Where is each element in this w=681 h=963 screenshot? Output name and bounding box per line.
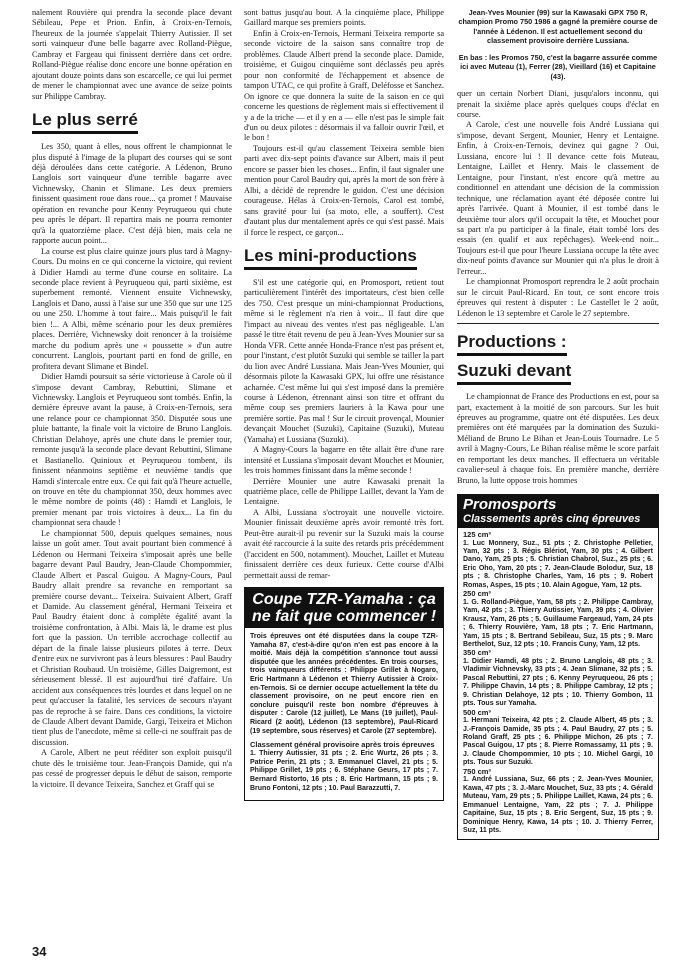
class-350-heading: 350 cm³ [463, 648, 491, 658]
article-paragraph: La course est plus claire quinze jours plus tard à Magny-Cours. Du moins en ce qui concerne la victoire, qui revient à Didier Hamdi au terme d'une course en solitaire. La seconde place revient à Peyruqueou qui, parti sixième, est superbement remonté. Viennent ensuite Vichnewsky, Langlois et Dano, aussi à l'aise sur une 350 que sur une 125 ou une 250. L'homme à tout faire... Mais puisqu'il le fait bien !... A Albi, même scénario pour les deux premières places. Derrière, Vichnewsky doit renoncer à la troisième marche du podium après une « poussette » d'un autre concurrent. Langlois, pourtant parti en fond de grille, en profitera devant Slimane et Bindel. [32, 246, 232, 371]
article-paragraph: A Carole, Albert ne peut rééditer son exploit puisqu'il chute dès le troisième tour. Jean-François Damide, qui n'a pas cessé de progresser depuis le début de saison, remporte la victoire. Il devance Teixeira, Sanchez et Graff qui se [32, 748, 232, 789]
article-paragraph: sont battus jusqu'au bout. A la cinquième place, Philippe Gaillard marque ses premiers points. [244, 8, 444, 28]
sidebar-classification-text: 1. Thierry Autissier, 31 pts ; 2. Eric Wurtz, 26 pts ; 3. Patrice Perin, 21 pts ; 3. Emmanuel Clavel, 21 pts ; 5. Philippe Grillet, 19 pts ; 6. Stéphane Geurs, 17 pts ; 7. Bernard Ristorto, 16 pts ; 8. Eric Hartmann, 15 pts ; 9. Bruno Fontoni, 12 pts ; 10. Paul Barazzutti, 7. [250, 750, 438, 792]
sidebar-box-title: Coupe TZR-Yamaha : ça ne fait que commencer ! [245, 588, 443, 628]
class-125-standings: 1. Luc Monnery, Suz., 51 pts ; 2. Christophe Pelletier, Yam, 32 pts ; 3. Régis Blériot, Yam, 30 pts ; 4. Gilbert Dano, Yam, 25 pts ; 5. Christian Chabrol, Suz., 25 pts ; 6. Eric Oho, Yam, 20 pts ; 7. Jean-Claude Bolodur, Suz, 18 pts ; 8. Christophe Charles, Yam, 16 pts ; 9. Robert Romas, Aspes, 15 pts ; 10. Alain Agogue, Yam, 12 pts. [463, 539, 653, 589]
sidebar-paragraph: Trois épreuves ont été disputées dans la coupe TZR-Yamaha 87, c'est-à-dire qu'on n'en est pas encore à la moitié. Mais déjà la compétition s'annonce tout aussi disputée que les années précédentes. En trois courses, trois vainqueurs différents : Philippe Grillet à Nogaro, Eric Hartmann à Lédenon et Thierry Autissier à Croix-en-Ternois. Si ce dernier occupe actuellement la tête du classement provisoire, on ne peut encore rien en conclure puisqu'il reste bon nombre d'épreuves à disputer : Carole (12 juillet), Le Mans (19 juillet), Paul-Ricard (2 août), Lédenon (13 septembre), Paul-Ricard (19 septembre, sous réserves) et Carole (27 septembre). [250, 633, 438, 735]
photo-caption-bottom: En bas : les Promos 750, c'est la bagarre assurée comme ici avec Muteau (1), Ferrer (28), Vieillard (16) et Capitaine (43). [458, 53, 658, 81]
photo-caption: Jean-Yves Mounier (99) sur la Kawasaki GPX 750 R, champion Promo 750 1986 a gagné la première course de l'année à Lédenon. Il est actuellement second du classement provisoire derrière Lussiana. [458, 8, 658, 45]
article-paragraph: Les 350, quant à elles, nous offrent le championnat le plus disputé à l'image de la plupart des courses qui se sont déjà déroulées dans cette catégorie. A Lédenon, Bruno Langlois sort vainqueur d'une terrible bagarre avec Vichnewsky, Chanin et Slimane. Les deux premiers finissent quasiment roue dans roue... ça promet ! Mauvaise opération en revanche pour Kenny Peyruqueou qui chute peu après le départ. Il repartira mais ne pourra remonter qu'à la quatorzième place. C'est déjà bien, mais cela ne rapporte aucun point... [32, 142, 232, 246]
column-1 [32, 8, 232, 790]
promosports-subtitle: Classements après cinq épreuves [463, 513, 641, 526]
promosports-header [458, 495, 658, 528]
class-750-heading: 750 cm³ [463, 766, 491, 776]
article-paragraph: Le championnat 500, depuis quelques semaines, nous laisse un goût amer. Tout avait pourtant bien commencé à Lédenon ou Hermani Teixeira s'imposait après une belle bagarre devant Paul Baudry, Jean-Claude Chompommier, Claude Albert et Pascal Guigou. A Magny-Cours, Paul Baudry allait prendre sa revanche en remportant sa première course devant... Teixeira. Suivaient Albert, Graff et Damide. Au classement général, Hermani Teixeira et Paul Baudry étaient donc à complète égalité avant la troisième confrontation, à Albi. Mais là, le drame est plus fort que la passion. Un terrible accrochage collectif au départ de la finale laisse plusieurs pilotes à terre. Deux d'entre eux ne survivront pas à leurs blessures : Paul Baudry et Christian Roubaud. Un troisième, Gilles Daigremont, est sérieusement blessé. Il est aujourd'hui tiré d'affaire. Un accident aux conséquences très lourdes et dans lequel on ne peut qu'accuser la fatalité, les services de secours n'ayant pas de reproche à se faire. Dans ces conditions, la victoire de Claude Albert devant Damide, Gargi, Teixeira et Michon tient plus de l'anecdote, même si celle-ci ne souffrait pas de discussion. [32, 528, 232, 747]
section-divider [457, 323, 659, 324]
article-paragraph: A Magny-Cours la bagarre en tête allait être d'une rare intensité et Lussiana s'imposait devant Mouchet et Mounier, les trois hommes finissant dans la même seconde ! [244, 445, 444, 476]
article-paragraph: quer un certain Norbert Diani, jusqu'alors inconnu, qui prenait la sixième place après quelques coups d'éclat en course. [457, 89, 659, 119]
sidebar-classification-title: Classement général provisoire après trois épreuves [250, 740, 435, 750]
class-350-standings: 1. Didier Hamdi, 48 pts ; 2. Bruno Langlois, 48 pts ; 3. Vladimir Vichnevsky, 33 pts ; 4. Jean Slimane, 32 pts ; 5. Pascal Rebuttini, 27 pts ; 6. Kenny Peyruqueou, 26 pts ; 7. Philippe Chavin, 14 pts ; 8. Philippe Cambray, 12 pts ; 9. Christian Delahoye, 12 pts ; 10. Thierry Gombon, 11 pts. Tous sur Yamaha. [463, 657, 653, 708]
article-paragraph: Le championnat Promosport reprendra le 2 août prochain sur le circuit Paul-Ricard. En tout, ce sont encore trois épreuves qui restent à disputer : Le Castellet le 2 août, Lédenon le 13 septembre et Carole le 27 septembre. [457, 277, 659, 318]
article-paragraph: A Carole, c'est une nouvelle fois André Lussiana qui s'impose, devant Sergent, Mounier, Henry et Lentaigne. Enfin, à Croix-en-Ternois, devinez qui gagne ? Oui, Lussiana, encore lui ! Il devance cette fois Muteau, Lentaigne, Laillet et Henry. Mais le classement de Lentaigne, pour l'instant, n'est encore qu'à mettre au conditionnel en attendant une décision de la commission technique, une réclamation ayant été déposée contre lui après l'arrivée. Quant à Mounier, il est tombé dans le deuxième tour alors qu'il occupait la tête, et Mouchet pour sa part n'a pu participer à la finale, était tombé lors des essais (en qualif et aux repêchages). Week-end noir... Toujours est-il que pour l'heure Lussiana occupe la tête avec dix-neuf points d'avance sur Mounier qui n'a plus le droit à l'erreur... [457, 120, 659, 276]
class-250-heading: 250 cm³ [463, 589, 491, 599]
sidebar-box-body [250, 633, 438, 793]
article-paragraph: Toujours est-il qu'au classement Teixeira semble bien parti avec dix-sept points d'avance sur Albert, mais il peut encore se passer bien les choses... Enfin, il faut signaler une mention pour Carol Baudry qui, après la mort de son frère à Albi, a décidé de reprendre le guidon. C'est une décision courageuse. Hélas à Croix-en-Ternois, Carol est tombé, sans gravité pour lui (sa moto, elle, a souffert). C'est d'autant plus dur mentalement après ce qui s'est passé. Mais il force le respect, ce garçon... [244, 143, 444, 237]
section-heading-le-plus-serre: Le plus serré [32, 110, 138, 134]
section-heading-mini-productions: Les mini-productions [244, 246, 417, 270]
promosports-standings-box [457, 494, 659, 840]
article-paragraph: Le championnat de France des Productions en est, pour sa part, exactement à la moitié de son parcours. Sur les huit épreuves au programme, quatre ont été disputées. Les deux premières ont été marquées par la domination des Suzuki-Méliand de Bruno Le Bihan et Jean-Louis Tournadre. Le 5 avril à Magny-Cours, Le Bihan réalise même le score parfait en remportant les deux manches. Il effectuera un véritable cavalier-seul à chaque fois. En première manche, derrière Bruno, la lutte oppose trois hommes [457, 392, 659, 485]
column-3 [457, 8, 659, 840]
page-number: 34 [32, 944, 47, 959]
section-heading-productions [457, 328, 659, 392]
class-500-standings: 1. Hermani Teixeira, 42 pts ; 2. Claude Albert, 45 pts ; 3. J.-François Damide, 35 pts ; 4. Paul Baudry, 27 pts ; 5. Roland Graff, 25 pts ; 6. Philippe Michon, 26 pts ; 7. Pascal Guigou, 17 pts ; 8. Pierre Romassamy, 11 pts ; 9. J. Claude Chompommier, 10 pts ; 10. Michel Gargi, 10 pts. Tous sur Suzuki. [463, 717, 653, 767]
promosports-title: Promosports [463, 496, 557, 514]
article-paragraph: nalement Rouvière qui prendra la seconde place devant Sébileau, Pepe et Prion. Enfin, à Croix-en-Ternois, l'heureux de la journée s'appelait Thierry Autissier. Il set sorti vainqueur d'une belle bagarre avec Rolland-Piègue, Cambray et Fargeau qui finissent derrière dans cet ordre. Rolland-Piègue réalise donc encore une bonne opération en ajoutant douze points dans son escarcelle, ce qui lui permet de mener le championnat avec une avance de seize points sur Philippe Cambray. [32, 8, 232, 101]
article-paragraph: S'il est une catégorie qui, en Promosport, retient tout particulièrement l'intérêt des importateurs, c'est bien celle des 750. C'est presque un mini-championnat Productions, même si le règlement n'a rien à voir... Il faut dire que l'impact au niveau des ventes n'est pas négligeable. L'an passé le titre était revenu de peu à Jean-Yves Mounier sur sa Honda VFR. Cette année Honda-France n'est pas présent et, pour l'instant, c'est plutôt Suzuki qui semble se tailler la part du lion avec André Lussiana. Mais Jean-Yves Mounier, qui désormais pilote la Kawasaki GPX, lui offre une résistance acharnée. C'est même lui qui s'est imposé dans la première course à Lédenon, étrennant ainsi son titre et offrant du même coup ses premiers lauriers à la Kawa pour une première sortie. Pas mal ! Sur le circuit provençal, Mounier devançait Mouchet (Suzuki), Capitaine (Suzuki), Muteau (Yamaha) et Lussiana (Suzuki). [244, 277, 445, 444]
tzr-yamaha-sidebar-box [244, 587, 444, 801]
promosports-body [463, 531, 653, 835]
article-paragraph: Enfin à Croix-en-Ternois, Hermani Teixeira remporte sa seconde victoire de la saison sans connaître trop de problèmes. Claude Albert prend la seconde place. Damide, troisième, et Guigou cinquième sont déclassés peu après pour non conformité de l'échappement et absence de tampon UTAC, ce qui profite à Graff, Deléfosse et Sanchez. On ignore ce que donnera la suite de la saison en ce qui concerne les questions de règlement mais si effectivement il y a de la triche — et il y en a — elle n'est pas le simple fait d'un ou deux pilotes : désormais il va falloir ouvrir l'œil, et le bon ! [244, 28, 444, 143]
column-2 [244, 8, 444, 801]
article-paragraph: A Albi, Lussiana s'octroyait une nouvelle victoire. Mounier finissait deuxième après avoir remonté très fort. Peut-être aurait-il pu revenir sur la Suzuki mais la course avait été raccourcie à la suite des retards pris précédemment (l'accident en 500, notamment). Mouchet, Laillet et Muteau finissaient derrière ces deux furieux. Cette course d'Albi permettait aussi de remar- [244, 507, 444, 580]
class-125-heading: 125 cm³ [463, 530, 491, 540]
class-750-standings: 1. André Lussiana, Suz, 66 pts ; 2. Jean-Yves Mounier, Kawa, 47 pts ; 3. J.-Marc Mouchet, Suz, 33 pts ; 4. Gérald Muteau, Yam, 29 pts ; 5. Philippe Laillet, Kawa, 24 pts ; 6. Emmanuel Lentaigne, Yam, 22 pts ; 7. J. Philippe Capitaine, Suz, 15 pts ; 8. Eric Sergent, Suz, 15 pts ; 9. Dominique Henry, Kawa, 14 pts ; 10. J. Thierry Ferrer, Suz, 11 pts. [463, 776, 653, 834]
article-paragraph: Derrière Mounier une autre Kawasaki prenait la quatrième place, celle de Philippe Laillet, devant la Yam de Lentaigne. [244, 476, 444, 507]
heading-line-2: Suzuki devant [457, 361, 571, 385]
class-250-standings: 1. G. Rolland-Piègue, Yam, 58 pts ; 2. Philippe Cambray, Yam, 42 pts ; 3. Thierry Autissier, Yam, 39 pts ; 4. Olivier Krausz, Yam, 26 pts ; 5. Guillaume Fargeaud, Yam, 24 pts ; 6. Thierry Rouvière, Yam, 18 pts ; 7. Eric Hartmann, Yam, 15 pts ; 8. Bertrand Sebileau, Suz, 15 pts ; 9. Marc Berthelot, Suz, 12 pts ; 10. Francis Cuny, Yam, 12 pts. [463, 598, 653, 649]
article-paragraph: Didier Hamdi poursuit sa série victorieuse à Carole où il s'impose devant Cambray, Rebuttini, Slimane et Vichnewsky. Langlois et Peyruqueou sont tombés. Enfin, la dernière épreuve avant la pause, à Croix-en-Ternois, sera une relance pour ce championnat 350. Disputée sous une pluie battante, la finale voit la victoire de Bruno Langlois. Christian Delahoye, après une chute dans le premier tour, remonte jusqu'à la seconde place devant Rebuttini, Slimane et Bastianello. Quinioux et Peyruqueou tombent, ils finissent néanmoins septième et neuvième tandis que Hamdi s'intercale entre eux. Ce qui fait qu'à l'heure actuelle, on trouve en tête du championnat 350, deux hommes avec le même nombre de points (48) : Hamdi et Langlois, le premier menant par trois victoires à deux... La fin du championnat sera chaude ! [32, 372, 232, 528]
heading-line-1: Productions : [457, 332, 567, 356]
class-500-heading: 500 cm³ [463, 707, 491, 717]
